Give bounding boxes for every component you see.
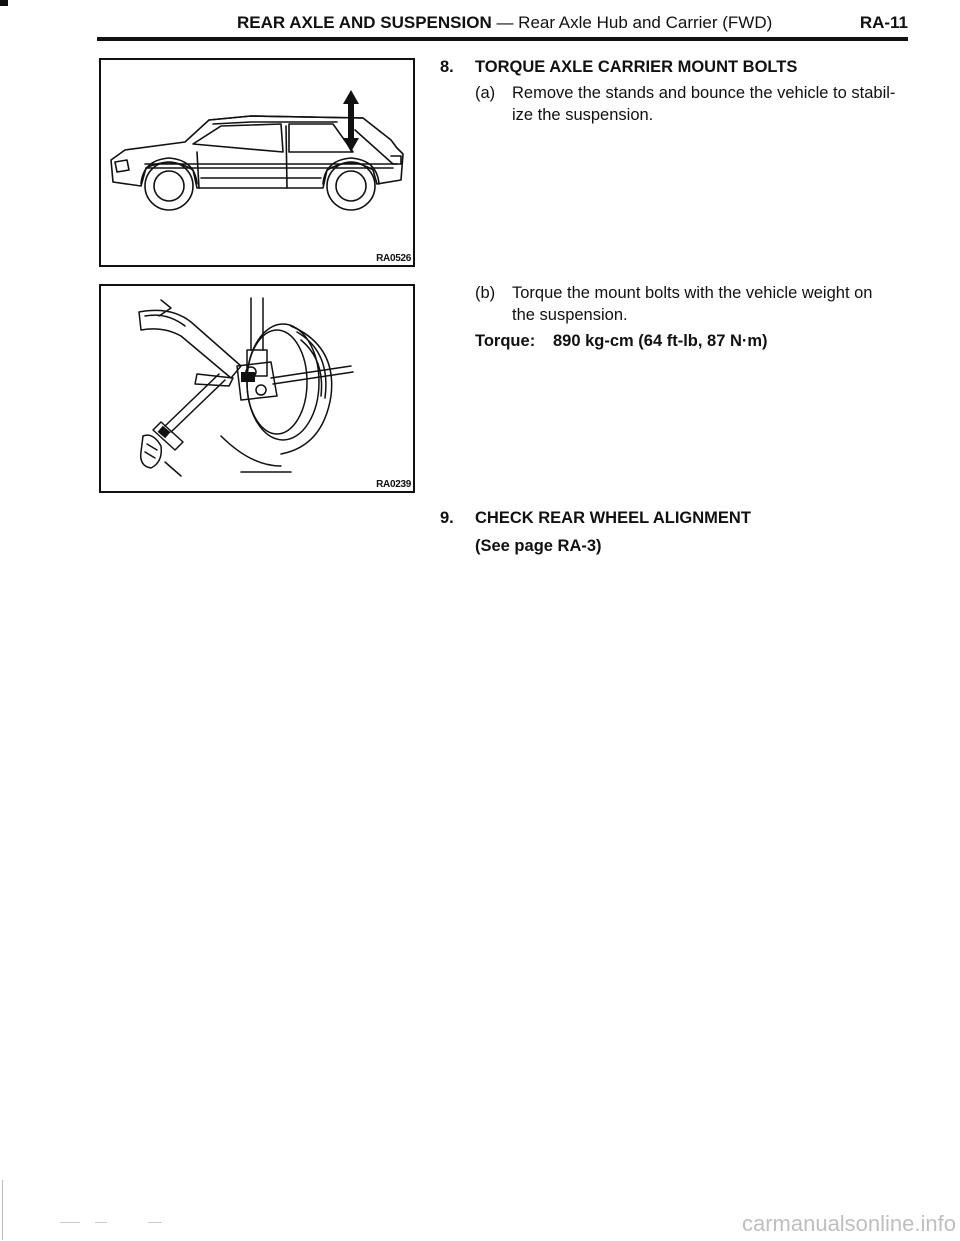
step-8-number: 8. <box>440 58 454 76</box>
header-rule <box>97 37 908 41</box>
figure-torque-bolts <box>99 284 415 493</box>
step-8b-label: (b) <box>475 284 496 302</box>
step-8a-line1: Remove the stands and bounce the vehicle to stabil- <box>512 84 896 102</box>
step-8a-line2: ize the suspension. <box>512 106 654 124</box>
step-9-number: 9. <box>440 509 454 527</box>
scan-artifact <box>95 1222 107 1223</box>
torque-label: Torque: <box>475 332 536 350</box>
step-8-title: TORQUE AXLE CARRIER MOUNT BOLTS <box>475 58 798 76</box>
figure-car-bounce <box>99 58 415 267</box>
axle-illustration <box>101 286 413 491</box>
step-9-title: CHECK REAR WHEEL ALIGNMENT <box>475 509 751 527</box>
step-8b-line2: the suspension. <box>512 306 628 324</box>
corner-mark <box>0 0 8 6</box>
step-8b-line1: Torque the mount bolts with the vehicle weight on <box>512 284 873 302</box>
page-header <box>97 10 908 36</box>
step-8a-label: (a) <box>475 84 496 102</box>
torque-value: 890 kg-cm (64 ft-lb, 87 N·m) <box>553 332 768 350</box>
scan-edge-line <box>2 1180 3 1240</box>
car-illustration <box>101 60 413 265</box>
scan-artifact <box>148 1222 162 1223</box>
figure-code: RA0526 <box>376 253 411 264</box>
header-title <box>237 10 772 36</box>
header-section: REAR AXLE AND SUSPENSION <box>237 13 492 32</box>
step-9-reference: (See page RA-3) <box>475 537 602 555</box>
header-subsection: — Rear Axle Hub and Carrier (FWD) <box>491 13 773 32</box>
watermark: carmanualsonline.info <box>741 1211 956 1236</box>
page-number: RA-11 <box>859 13 908 32</box>
scan-artifact <box>60 1222 80 1223</box>
figure-code: RA0239 <box>376 479 411 490</box>
